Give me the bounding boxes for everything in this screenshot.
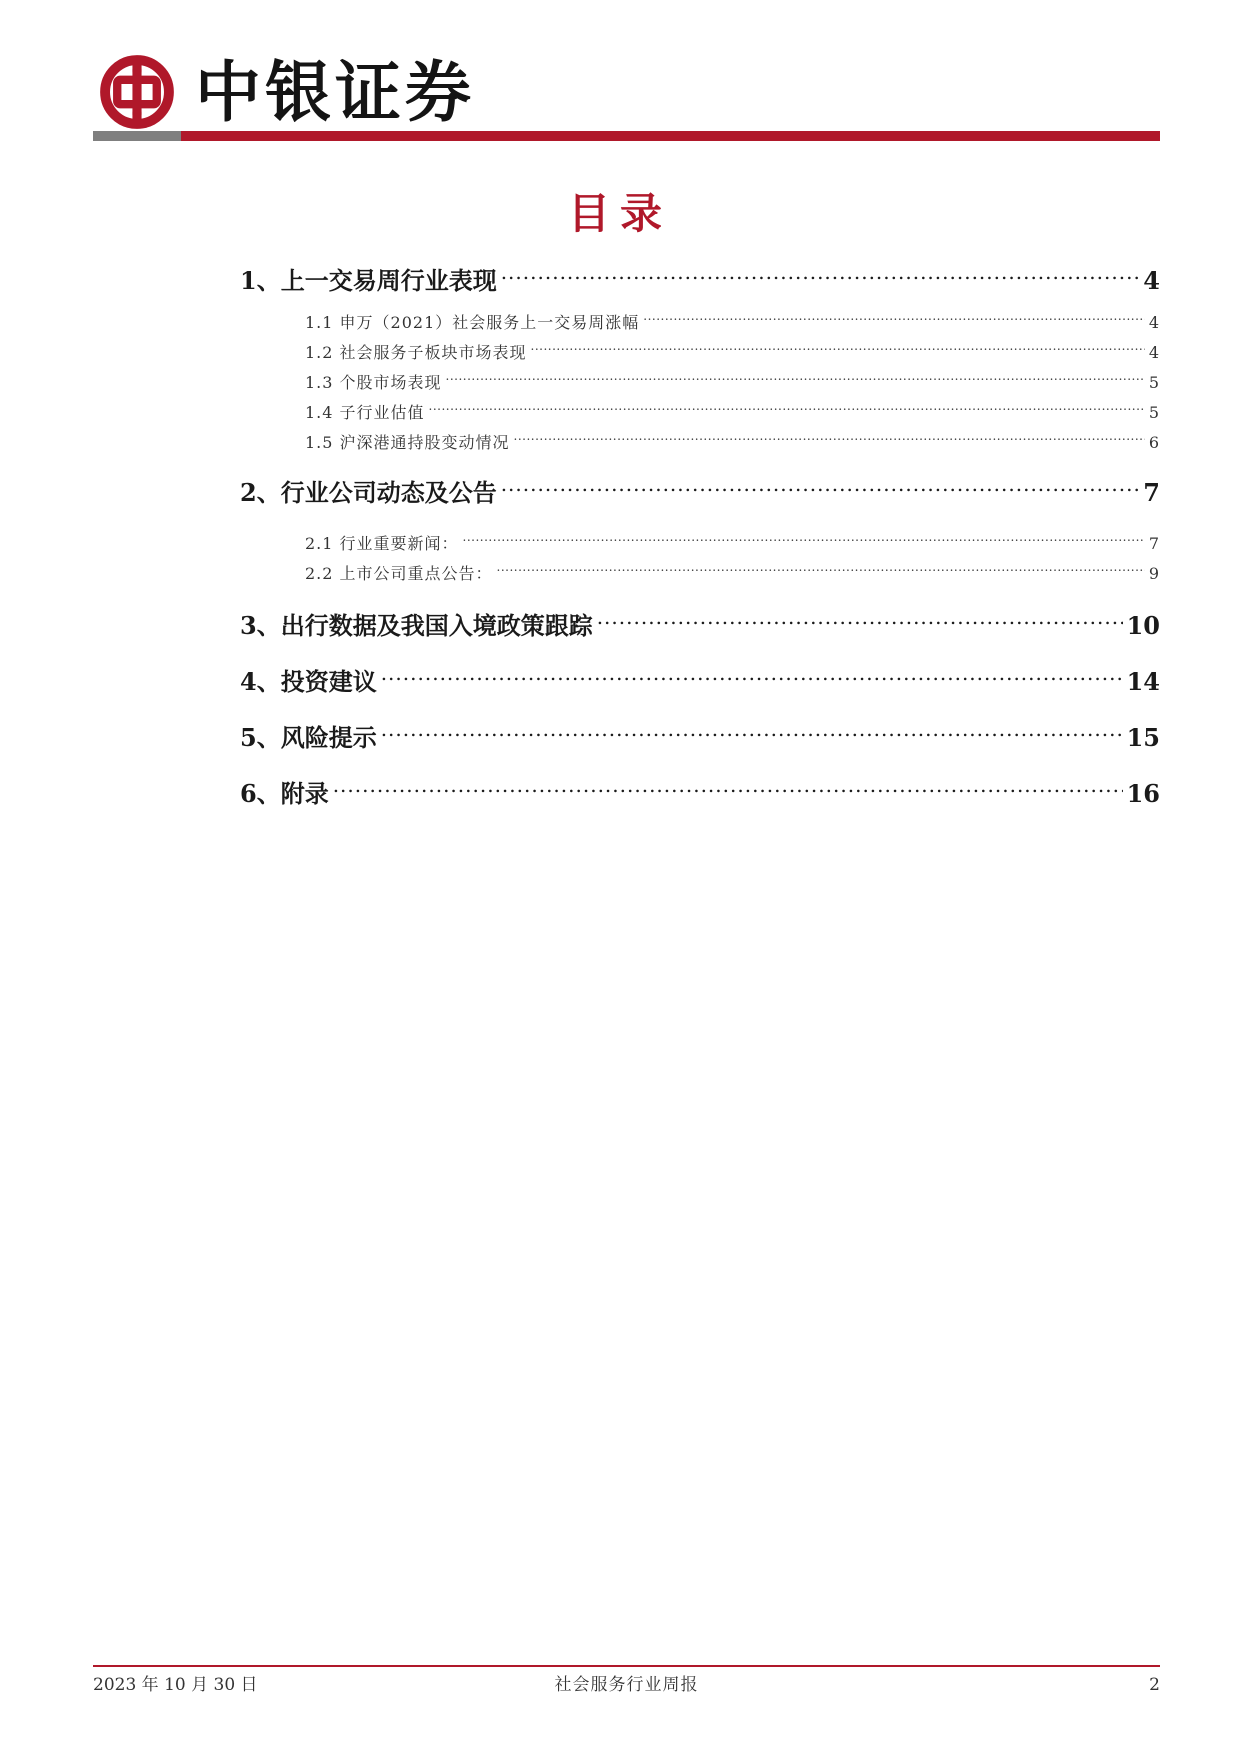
toc-dot-leader (446, 372, 1145, 388)
toc-entry-page: 15 (1126, 723, 1160, 752)
toc-entry-6[interactable] (240, 777, 1160, 811)
toc-entry-label: 3、出行数据及我国入境政策跟踪 (240, 611, 593, 640)
footer-rule (93, 1665, 1160, 1667)
toc-dot-leader (643, 312, 1145, 328)
toc-dot-leader (501, 477, 1140, 501)
toc-entry-page: 14 (1126, 667, 1160, 696)
toc-entry-label: 2.1 行业重要新闻： (305, 534, 459, 553)
toc-entry-page: 6 (1148, 433, 1160, 452)
toc-entry-label: 1.2 社会服务子板块市场表现 (305, 343, 527, 362)
toc-entry-page: 7 (1148, 534, 1160, 553)
toc-entry-page: 10 (1126, 611, 1160, 640)
toc-entry-5[interactable] (240, 721, 1160, 755)
toc-entry-1-1[interactable] (305, 311, 1160, 335)
toc-dot-leader (531, 342, 1145, 358)
toc-entry-label: 1.5 沪深港通持股变动情况 (305, 433, 510, 452)
toc-entry-2[interactable] (240, 476, 1160, 510)
toc-dot-leader (429, 402, 1145, 418)
toc-dot-leader (497, 563, 1145, 579)
toc-entry-page: 4 (1143, 266, 1160, 295)
bank-of-china-logo-icon (99, 54, 175, 130)
toc-entry-label: 6、附录 (240, 779, 329, 808)
toc-entry-page: 4 (1148, 313, 1160, 332)
header-rule-red (181, 131, 1160, 141)
toc-entry-1-5[interactable] (305, 431, 1160, 455)
page-number: 2 (1149, 1675, 1160, 1695)
toc-entry-label: 1.4 子行业估值 (305, 403, 425, 422)
toc-dot-leader (381, 722, 1123, 746)
toc-entry-1-3[interactable] (305, 371, 1160, 395)
brand-name: 中银证券 (195, 53, 475, 131)
report-type: 社会服务行业周报 (554, 1675, 699, 1695)
report-date: 2023 年 10 月 30 日 (93, 1675, 258, 1695)
toc-entry-label: 1、上一交易周行业表现 (240, 266, 497, 295)
toc-entry-3[interactable] (240, 609, 1160, 643)
toc-dot-leader (381, 666, 1123, 690)
toc-entry-2-2[interactable] (305, 562, 1160, 586)
toc-entry-page: 16 (1126, 779, 1160, 808)
toc-entry-label: 1.3 个股市场表现 (305, 373, 442, 392)
toc-dot-leader (333, 778, 1123, 802)
page-title: 目录 (567, 189, 672, 238)
toc-entry-page: 7 (1143, 478, 1160, 507)
toc-entry-label: 2.2 上市公司重点公告： (305, 564, 493, 583)
toc-entry-page: 4 (1148, 343, 1160, 362)
toc-entry-1[interactable] (240, 264, 1160, 298)
toc-entry-1-4[interactable] (305, 401, 1160, 425)
toc-entry-label: 4、投资建议 (240, 667, 377, 696)
toc-entry-label: 1.1 申万（2021）社会服务上一交易周涨幅 (305, 313, 640, 332)
toc-dot-leader (501, 265, 1140, 289)
header-rule-grey (93, 131, 181, 141)
toc-dot-leader (597, 610, 1123, 634)
toc-dot-leader (514, 432, 1145, 448)
toc-entry-2-1[interactable] (305, 532, 1160, 556)
page-footer (93, 1672, 1160, 1700)
toc-entry-4[interactable] (240, 665, 1160, 699)
toc-entry-page: 5 (1148, 373, 1160, 392)
toc-dot-leader (463, 533, 1145, 549)
toc-entry-page: 5 (1148, 403, 1160, 422)
header-rule (93, 131, 1160, 141)
toc-entry-page: 9 (1148, 564, 1160, 583)
toc-entry-1-2[interactable] (305, 341, 1160, 365)
toc-entry-label: 2、行业公司动态及公告 (240, 478, 497, 507)
toc-entry-label: 5、风险提示 (240, 723, 377, 752)
